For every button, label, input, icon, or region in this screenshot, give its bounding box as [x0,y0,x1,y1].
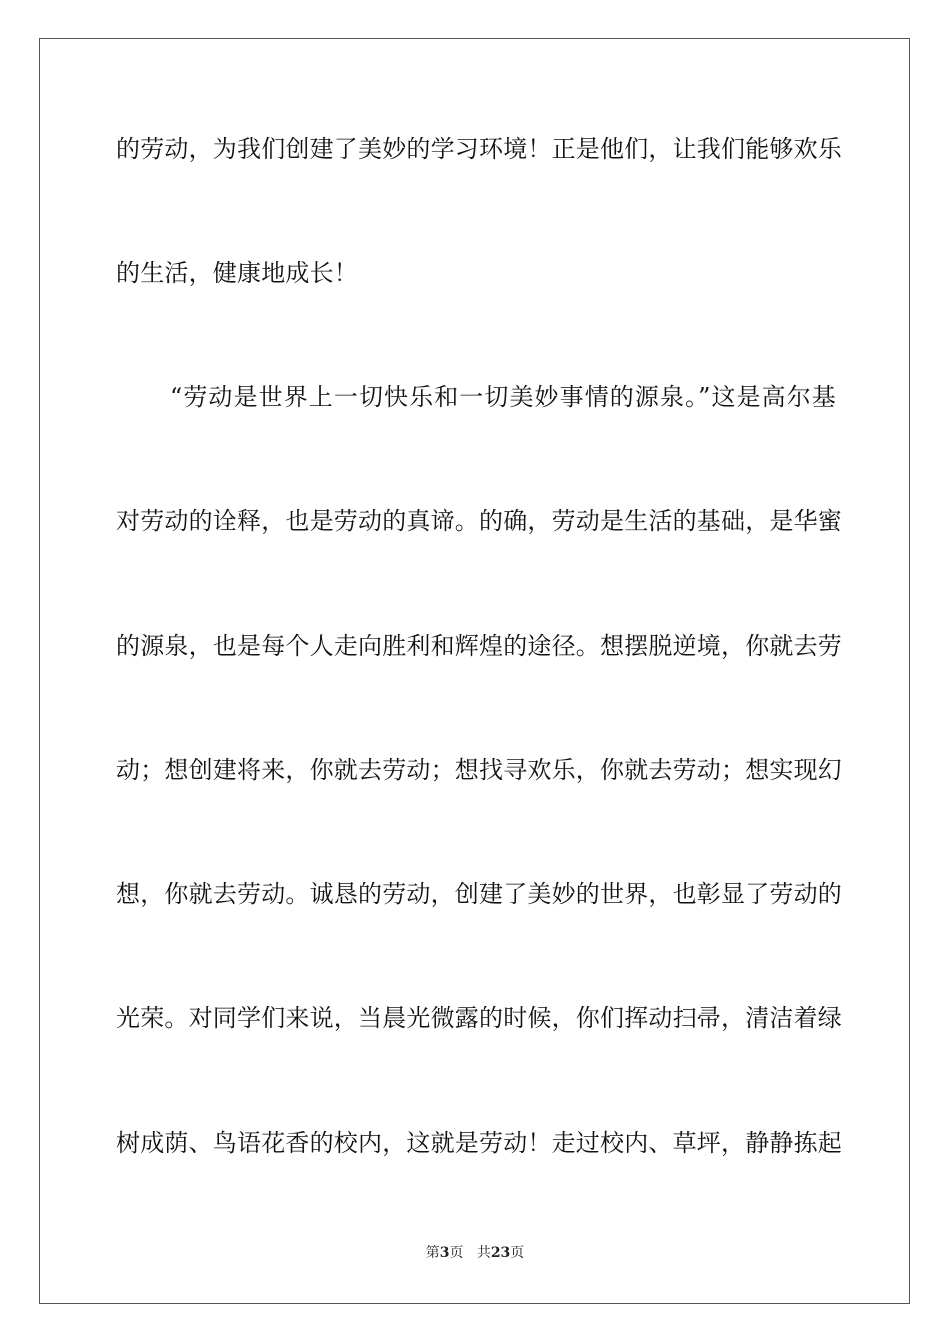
total-label-suffix: 页 [510,1245,525,1261]
total-label-prefix: 共 [476,1245,491,1261]
page-number: 3 [439,1245,450,1261]
body-text-line-4: 对劳动的诠释，也是劳动的真谛。的确，劳动是生活的基础，是华蜜 [116,507,842,535]
page-footer [0,1244,950,1262]
body-text-line-9: 树成荫、鸟语花香的校内，这就是劳动！走过校内、草坪，静静拣起 [116,1129,842,1157]
page-label-prefix: 第 [425,1245,440,1261]
body-text-line-2: 的生活，健康地成长！ [116,259,358,287]
body-text-line-8: 光荣。对同学们来说，当晨光微露的时候，你们挥动扫帚，清洁着绿 [116,1004,842,1032]
page-label-suffix: 页 [449,1245,464,1261]
body-text-line-1: 的劳动，为我们创建了美妙的学习环境！正是他们，让我们能够欢乐 [116,135,842,163]
total-pages: 23 [490,1245,511,1261]
body-text-line-3: “劳动是世界上一切快乐和一切美妙事情的源泉。”这是高尔基 [170,383,836,411]
body-text-line-6: 动；想创建将来，你就去劳动；想找寻欢乐，你就去劳动；想实现幻 [116,756,842,784]
page-border [39,38,910,1304]
body-text-line-5: 的源泉，也是每个人走向胜利和辉煌的途径。想摆脱逆境，你就去劳 [116,632,842,660]
body-text-line-7: 想，你就去劳动。诚恳的劳动，创建了美妙的世界，也彰显了劳动的 [116,880,842,908]
